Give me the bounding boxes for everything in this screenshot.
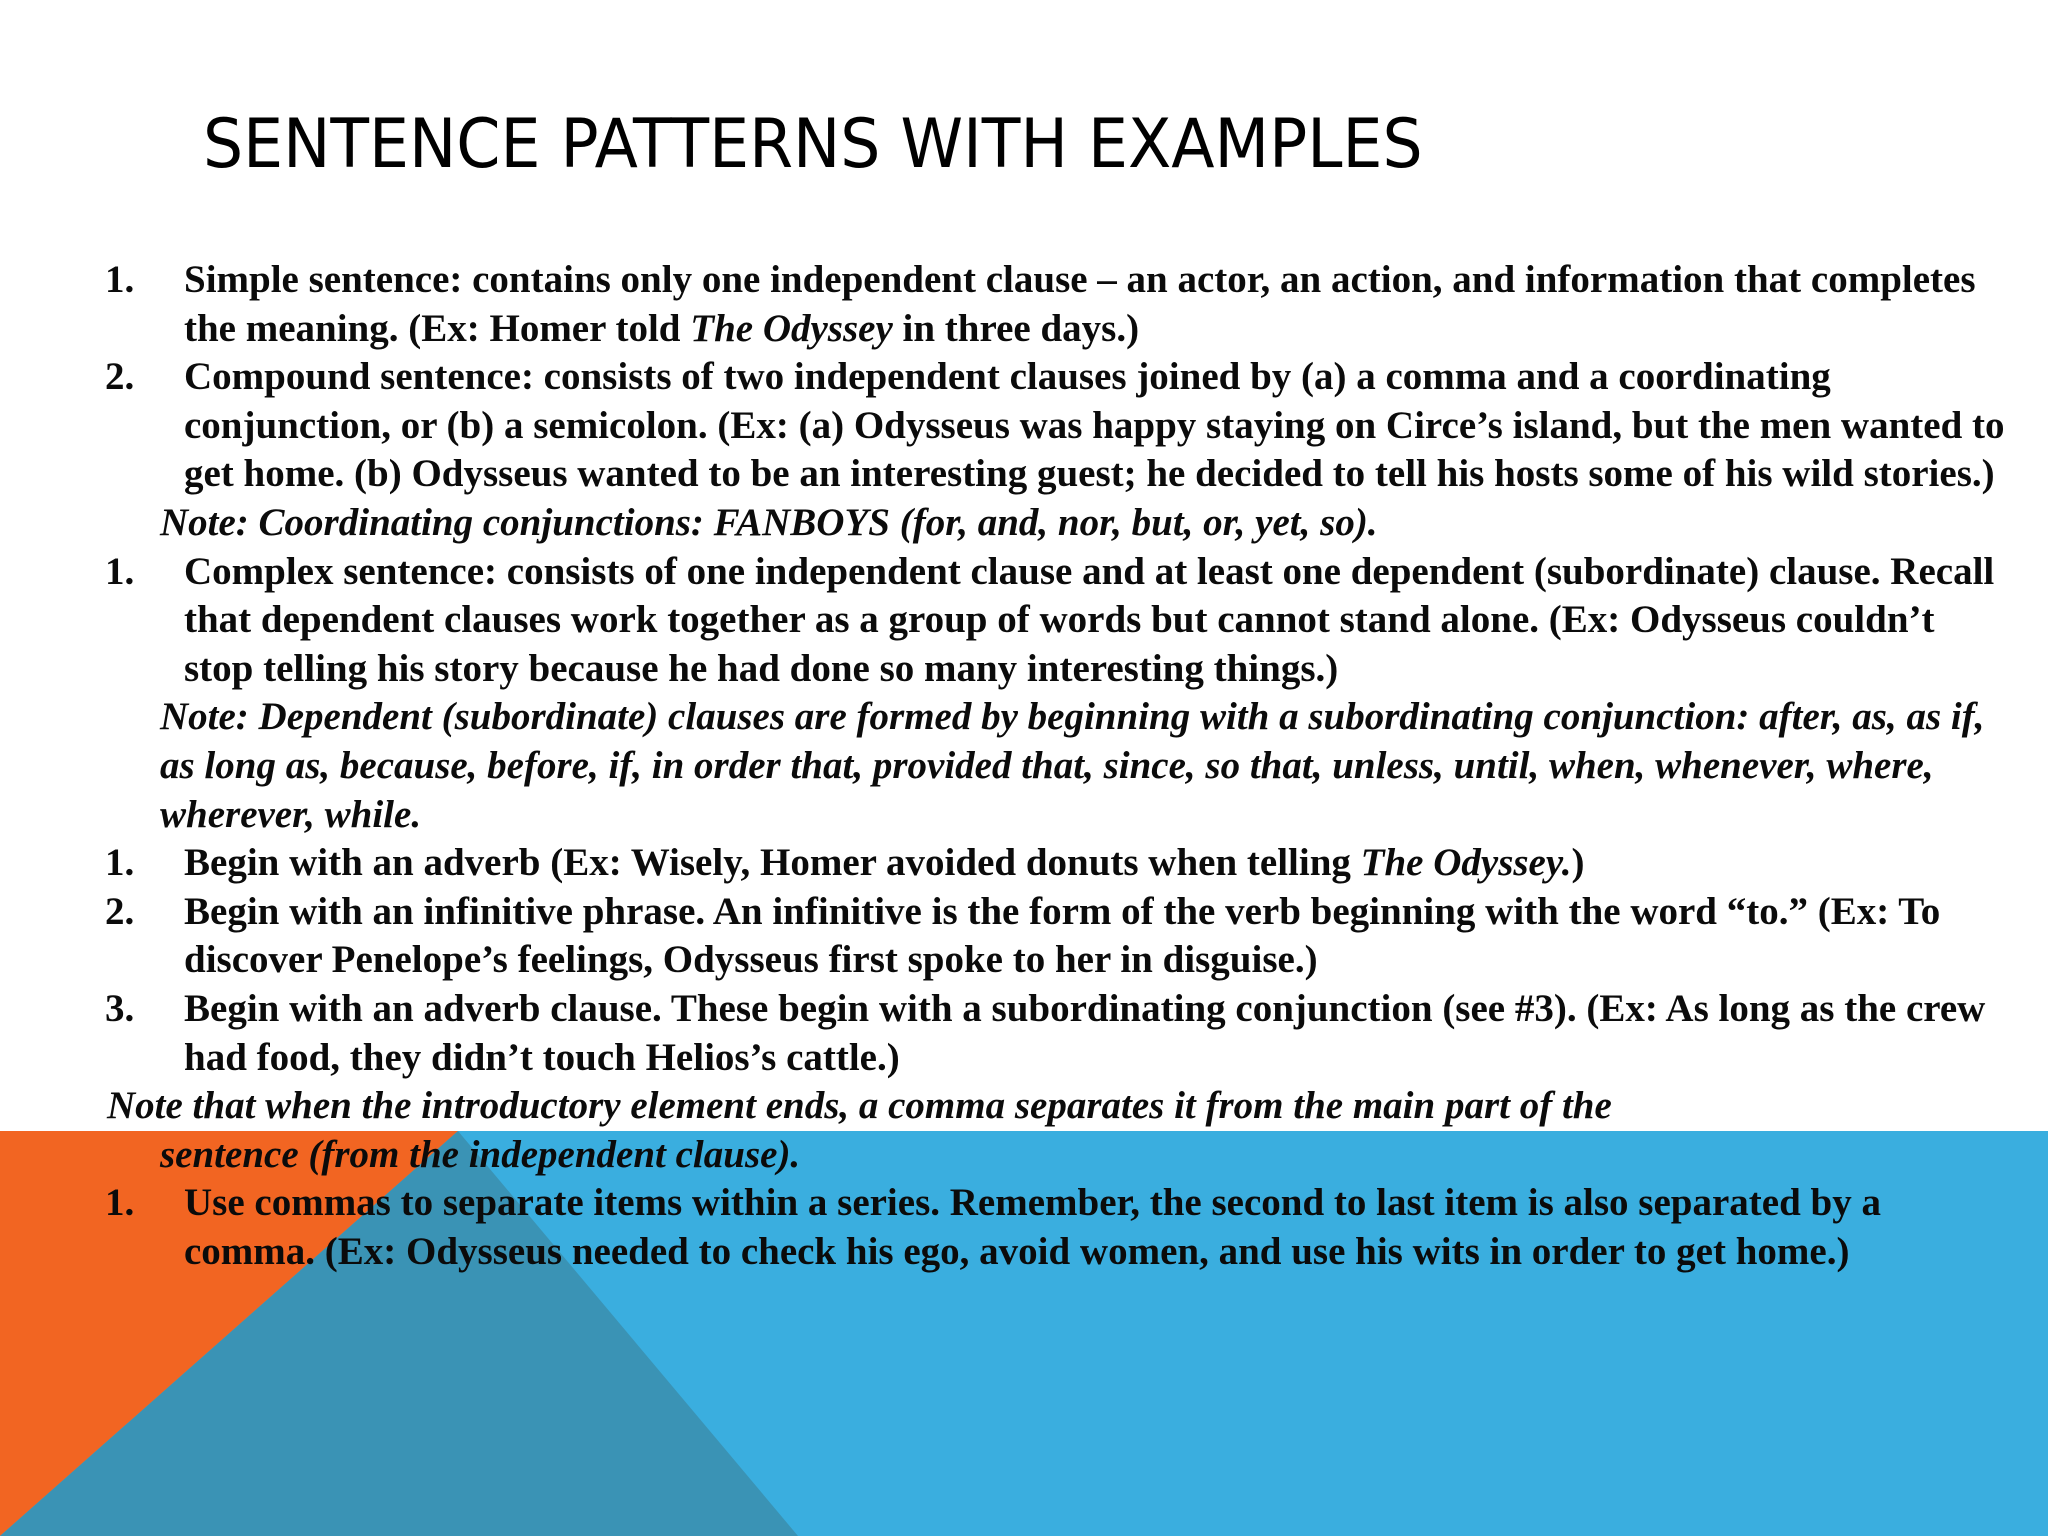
list-item-complex-sentence — [0, 548, 2048, 694]
item-number: 1. — [105, 841, 135, 885]
item-text: Compound sentence: consists of two independent clauses joined by (a) a comma and a coordinating conjunction, or (b) a semicolon. (Ex: (a) Odysseus was happy staying on Circe’s island, but the men wanted to get home. (b) Odysseus wanted to be an interesting guest; he decided to tell his hosts some of his wild stories.) — [184, 355, 2005, 496]
slide-title: SENTENCE PATTERNS WITH EXAMPLES — [203, 105, 1423, 184]
list-item-series-commas — [0, 1179, 2048, 1276]
note-introductory-comma — [0, 1082, 2048, 1179]
note-continuation: sentence (from the independent clause). — [160, 1132, 801, 1176]
item-text: Begin with an adverb (Ex: Wisely, Homer avoided donuts when telling — [184, 841, 1361, 885]
item-number: 1. — [105, 1181, 135, 1225]
item-text-end: ) — [1571, 841, 1585, 885]
list-item-compound-sentence — [0, 353, 2048, 499]
item-italic-title: The Odyssey — [690, 306, 893, 350]
list-item-infinitive-phrase — [0, 888, 2048, 985]
note-first-line: Note that when the introductory element ends, a comma separates it from the main part of the — [107, 1084, 1612, 1128]
item-text: Begin with an adverb clause. These begin with a subordinating conjunction (see #3). (Ex: As long as the crew had food, they didn’t touch Helios’s cattle.) — [184, 986, 1986, 1079]
list-item-adverb-clause — [0, 985, 2048, 1082]
item-text: Use commas to separate items within a series. Remember, the second to last item is also separated by a comma. (Ex: Odysseus needed to check his ego, avoid women, and use his wits in order to get home.) — [184, 1181, 1881, 1273]
item-text: Complex sentence: consists of one independent clause and at least one dependent (subordinate) clause. Recall that dependent clauses work together as a group of words but cannot stand alone. (Ex: Odysseus couldn’t stop telling his story because he had done so many interesting things.) — [184, 549, 1995, 690]
note-fanboys: Note: Coordinating conjunctions: FANBOYS (for, and, nor, but, or, yet, so). — [160, 500, 1378, 544]
item-number: 1. — [105, 258, 135, 301]
list-item-simple-sentence — [0, 256, 2048, 353]
sentence-patterns-list — [0, 256, 2048, 1276]
note-subordinating-conjunctions: Note: Dependent (subordinate) clauses are formed by beginning with a subordinating conjunction: after, as, as if, as long as, because, before, if, in order that, provided that, since, so that, unless, until, when, whenever, where, wherever, while. — [160, 695, 1985, 836]
item-number: 1. — [105, 549, 135, 593]
item-text: Begin with an infinitive phrase. An infinitive is the form of the verb beginning with the word “to.” (Ex: To discover Penelope’s feelings, Odysseus first spoke to her in disguise.) — [184, 889, 1941, 982]
item-number: 2. — [105, 889, 135, 933]
list-item-adverb — [0, 839, 2048, 888]
item-text: Simple sentence: contains only one independent clause – an actor, an action, and information that completes the meaning. (Ex: Homer told — [184, 258, 1976, 350]
item-italic-title: The Odyssey. — [1360, 841, 1572, 885]
item-number: 2. — [105, 355, 135, 399]
item-text-end: in three days.) — [892, 306, 1140, 350]
item-number: 3. — [105, 986, 135, 1030]
